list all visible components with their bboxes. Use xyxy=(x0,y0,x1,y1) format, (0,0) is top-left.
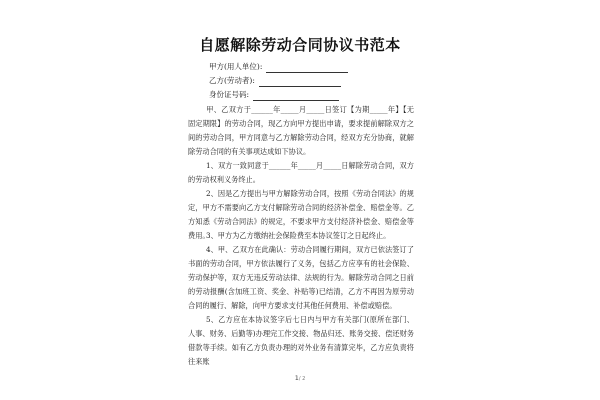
party-a-blank xyxy=(266,63,348,73)
preamble-paragraph xyxy=(188,103,414,159)
id-number-blank xyxy=(253,91,339,101)
clause-3-text: 3、甲方为乙方缴纳社会保险费至本协议签订之日起终止。 xyxy=(206,231,391,240)
party-b-field xyxy=(209,75,341,87)
party-a-field xyxy=(209,61,348,73)
clause-1-paragraph xyxy=(188,159,414,187)
preamble-text: 甲、乙双方于______年_____月_____日签订【为期_____年】【无固定期限】的劳动合同，现乙方向甲方提出申请，要求提前解除双方之间的劳动合同，甲方同意与乙方解除劳动合同，经双方充分协商，就解除劳动合同的有关事项达成如下协议。 xyxy=(188,105,414,156)
party-b-label: 乙方(劳动者): xyxy=(209,76,255,85)
id-number-field xyxy=(209,89,339,101)
id-number-label: 身份证号码: xyxy=(209,90,250,99)
clause-4-paragraph xyxy=(188,243,414,313)
clause-3-paragraph xyxy=(188,229,414,243)
clause-5-text: 5、乙方应在本协议签字后七日内与甲方有关部门(原所在部门、人事、财务、后勤等)办理完工作交接、物品归还、账务交接、偿还财务借款等手续。如有乙方负责办理的对外业务有清算完毕，乙方应负责将往来账 xyxy=(188,315,414,366)
document-title: 自愿解除劳动合同协议书范本 xyxy=(199,36,401,54)
clause-5-paragraph xyxy=(188,313,414,369)
page-number-total: / 2 xyxy=(298,376,306,382)
clause-2-text: 2、因是乙方提出与甲方解除劳动合同，按照《劳动合同法》的规定，甲方不需要向乙方支付解除劳动合同的经济补偿金、赔偿金等。乙方知悉《劳动合同法》的规定，不要求甲方支付经济补偿金、赔偿金等费用。 xyxy=(188,189,414,240)
page-number-current: 1 xyxy=(294,374,299,382)
clause-4-text: 4、甲、乙双方在此确认：劳动合同履行期间，双方已依法签订了书面的劳动合同，甲方依法履行了义务，包括乙方应享有的社会保险、劳动保护等，双方无违反劳动法律、法规的行为。解除劳动合同之日前的劳动报酬(含加班工资、奖金、补贴等)已结清，乙方不再因为原劳动合同的履行、解除，向甲方要求支付其他任何费用、补偿或赔偿。 xyxy=(188,245,414,310)
party-b-blank xyxy=(259,77,341,87)
page-number xyxy=(0,374,600,382)
clause-1-text: 1、双方一致同意于______年_____月_____日解除劳动合同，双方的劳动权利义务终止。 xyxy=(188,161,414,184)
party-a-label: 甲方(用人单位): xyxy=(209,62,263,71)
